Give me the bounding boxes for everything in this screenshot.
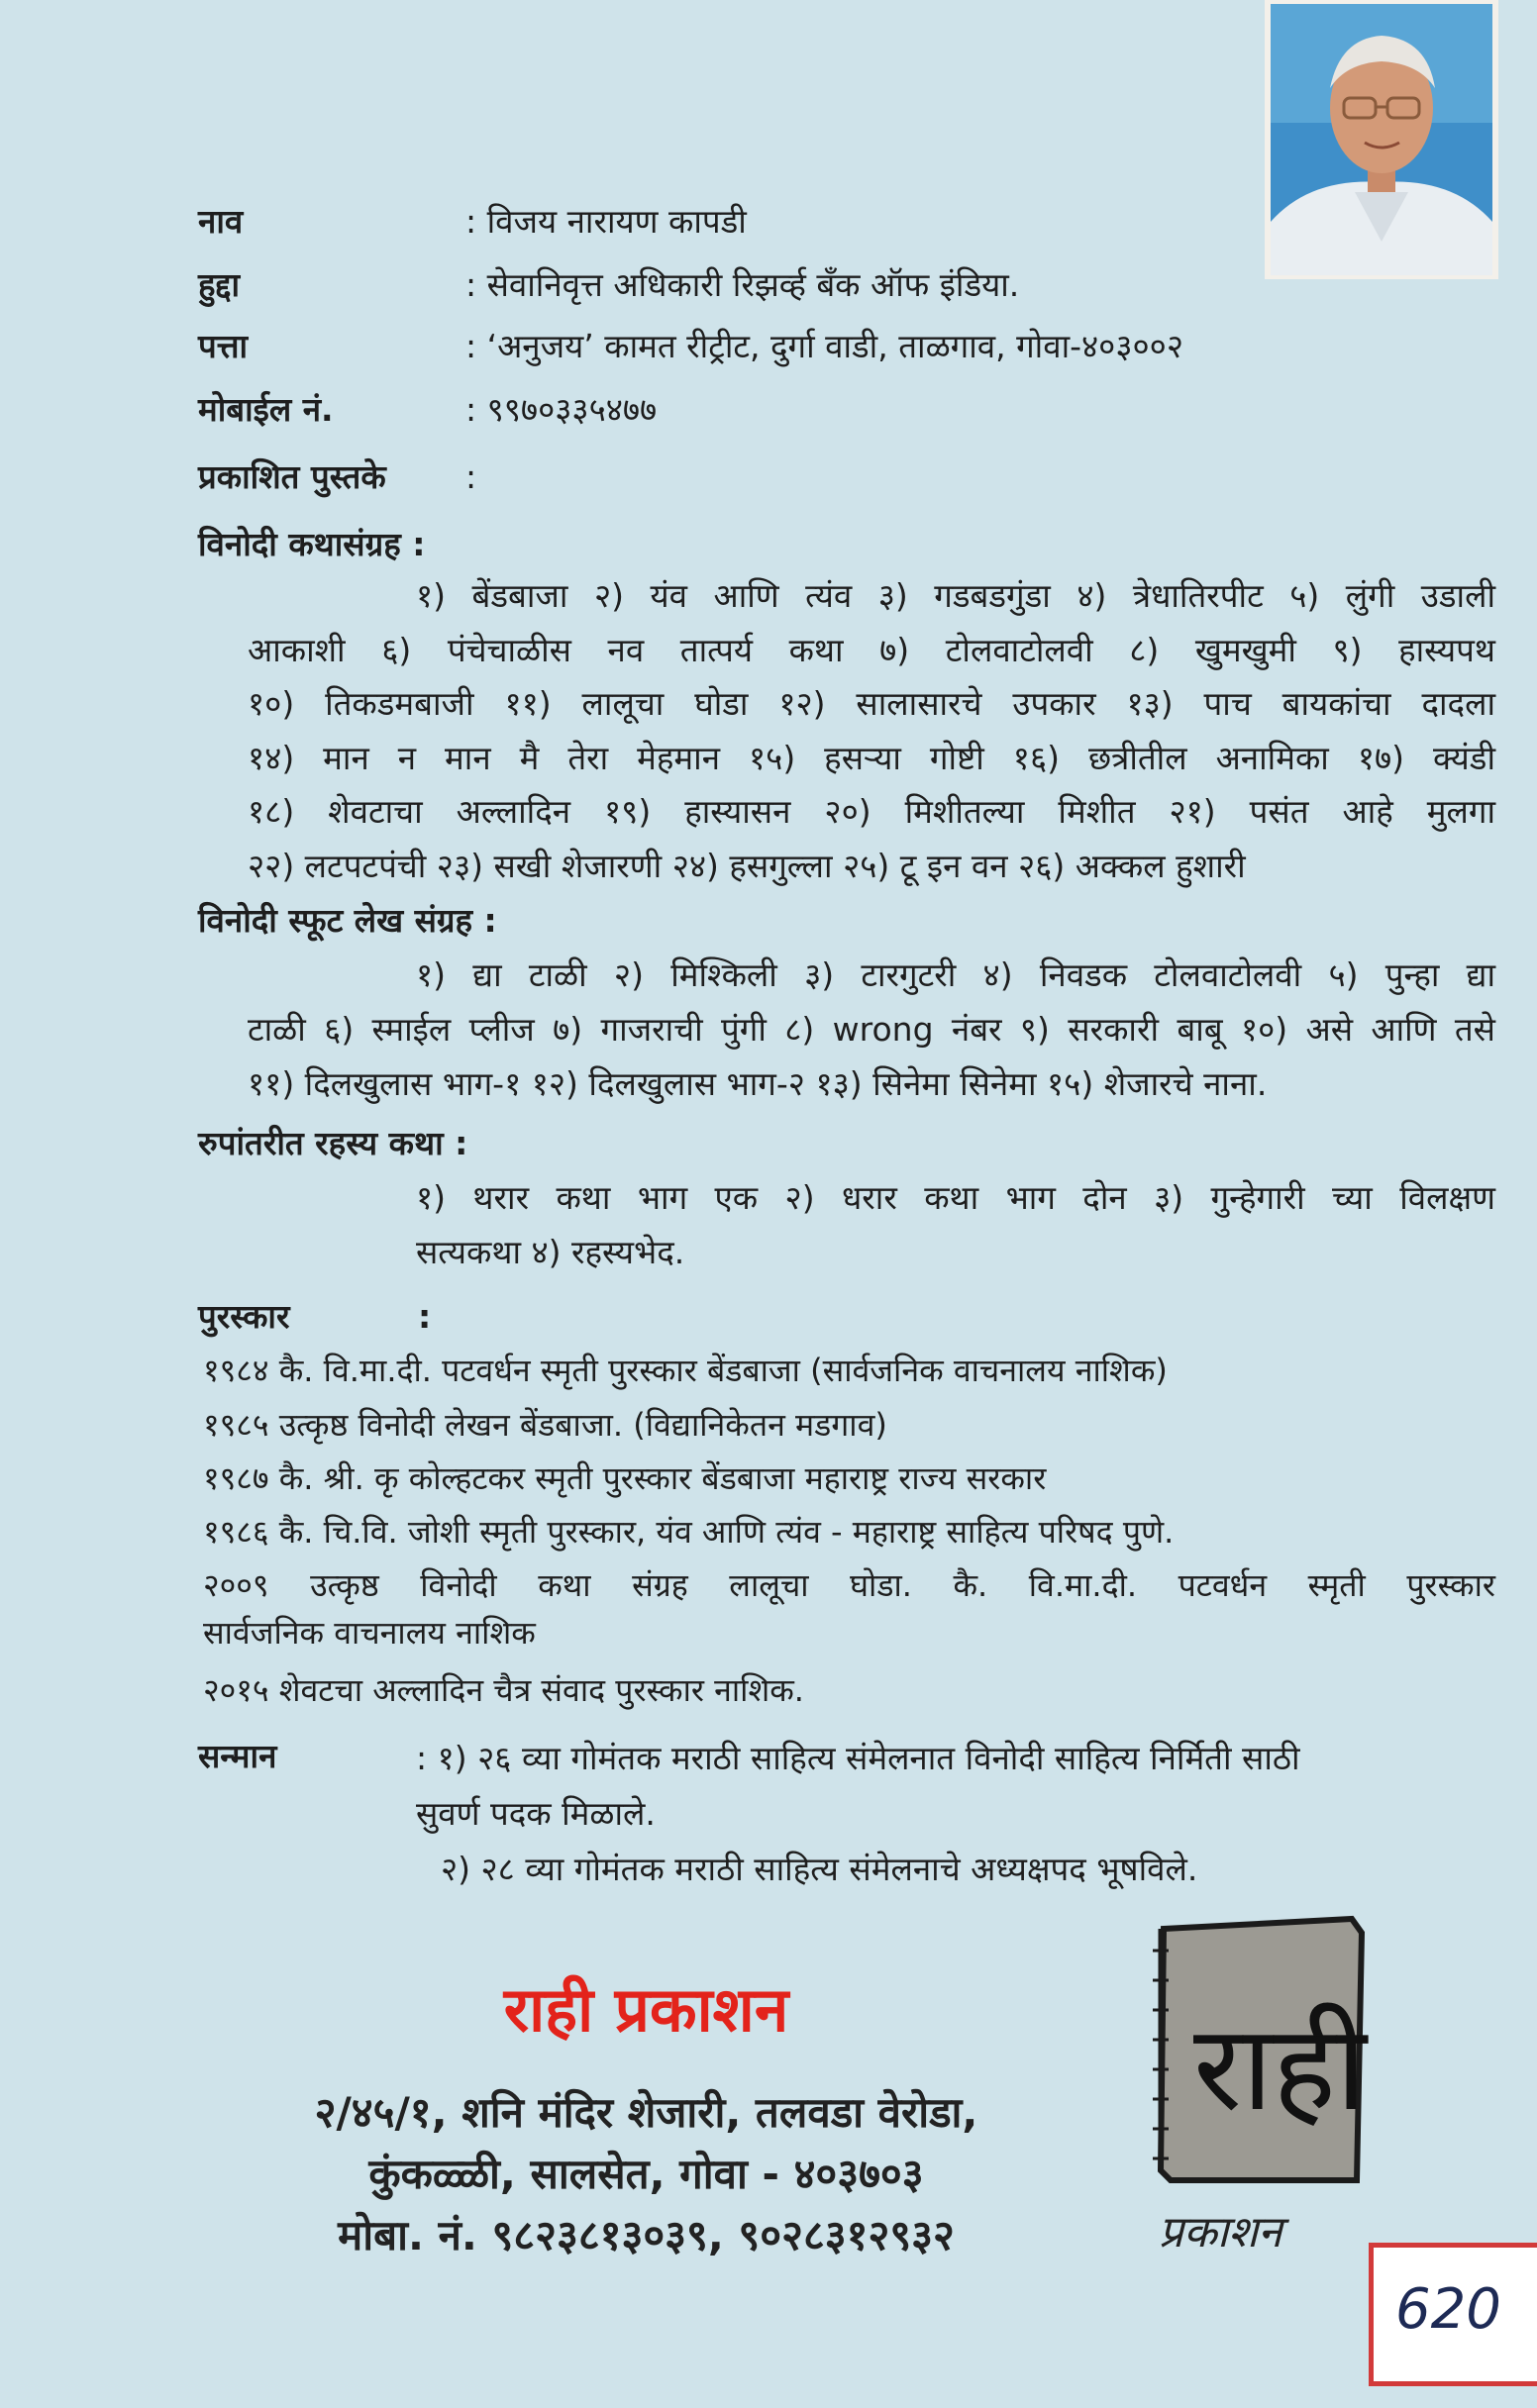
mobile-label: मोबाईल नं. [198, 390, 334, 429]
humor-stories-line: १८) शेवटाचा अल्लादिन १९) हास्यासन २०) मिशीतल्या मिशीत २१) पसंत आहे मुलगा [248, 792, 1495, 831]
humor-essays-line: ११) दिलखुलास भाग-१ १२) दिलखुलास भाग-२ १३) सिनेमा सिनेमा १५) शेजारचे नाना. [248, 1064, 1268, 1103]
books-label: प्रकाशित पुस्तके [198, 457, 386, 496]
award-item: २००९ उत्कृष्ठ विनोदी कथा संग्रह लालूचा घोडा. कै. वि.मा.दी. पटवर्धन स्मृती पुरस्कार [203, 1566, 1495, 1604]
humor-stories-line: १०) तिकडमबाजी ११) लालूचा घोडा १२) सालासारचे उपकार १३) पाच बायकांचा दादला [248, 684, 1495, 723]
humor-essays-heading: विनोदी स्फूट लेख संग्रह : [198, 901, 497, 940]
publisher-name: राही प्रकाशन [503, 1973, 789, 2046]
publisher-phone: मोबा. नं. ९८२३८१३०३९, ९०२८३१२९३२ [338, 2211, 955, 2259]
award-item: सार्वजनिक वाचनालय नाशिक [203, 1614, 536, 1652]
author-address: : ‘अनुजय’ कामत रीट्रीट, दुर्गा वाडी, ताळगाव, गोवा-४०३००२ [465, 325, 1183, 368]
name-label: नाव [198, 202, 244, 241]
logo-text: राही [1193, 2000, 1367, 2138]
author-name: : विजय नारायण कापडी [465, 200, 747, 244]
author-post: : सेवानिवृत्त अधिकारी रिझर्व्ह बँक ऑफ इंडिया. [465, 263, 1019, 307]
humor-stories-line: १४) मान न मान मै तेरा मेहमान १५) हसऱ्या गोष्टी १६) छत्रीतील अनामिका १७) क्यंडी [248, 739, 1495, 777]
humor-stories-heading-text: विनोदी कथासंग्रह [198, 525, 401, 563]
honors-heading [198, 1735, 276, 1778]
honor-line: २) २८ व्या गोमंतक मराठी साहित्य संमेलनाचे अध्यक्षपद भूषविले. [441, 1850, 1198, 1888]
humor-essays-heading-text: विनोदी स्फूट लेख संग्रह [198, 901, 473, 940]
humor-stories-line: २२) लटपटपंची २३) सखी शेजारणी २४) हसगुल्ला २५) टू इन वन २६) अक्कल हुशारी [248, 847, 1246, 885]
mystery-line: १) थरार कथा भाग एक २) धरार कथा भाग दोन ३) गुन्हेगारी च्या विलक्षण [416, 1178, 1495, 1217]
post-label: हुद्दा [198, 265, 241, 304]
humor-stories-line: १) बेंडबाजा २) यंव आणि त्यंव ३) गडबडगुंडा ४) त्रेधातिरपीट ५) लुंगी उडाली [416, 576, 1495, 615]
honors-heading-text: सन्मान [198, 1737, 277, 1775]
address-label: पत्ता [198, 327, 249, 365]
award-item: १९८७ कै. श्री. कृ कोल्हटकर स्मृती पुरस्कार बेंडबाजा महाराष्ट्र राज्य सरकार [203, 1459, 1047, 1497]
awards-heading: पुरस्कार : [198, 1297, 432, 1336]
publisher-address-line2: कुंकळ्ळी, सालसेत, गोवा - ४०३७०३ [368, 2150, 924, 2198]
logo-caption: प्रकाशन [1159, 2207, 1282, 2258]
award-item: १९८४ कै. वि.मा.दी. पटवर्धन स्मृती पुरस्कार बेंडबाजा (सार्वजनिक वाचनालय नाशिक) [203, 1352, 1168, 1389]
stamp-number: 620 [1395, 2277, 1501, 2342]
mystery-line: सत्यकथा ४) रहस्यभेद. [416, 1233, 685, 1271]
humor-stories-line: आकाशी ६) पंचेचाळीस नव तात्पर्य कथा ७) टोलवाटोलवी ८) खुमखुमी ९) हास्यपथ [248, 631, 1495, 669]
award-item: १९८६ कै. चि.वि. जोशी स्मृती पुरस्कार, यंव आणि त्यंव - महाराष्ट्र साहित्य परिषद पुणे. [203, 1513, 1175, 1551]
humor-essays-line: टाळी ६) स्माईल प्लीज ७) गाजराची पुंगी ८) wrong नंबर ९) सरकारी बाबू १०) असे आणि तसे [248, 1010, 1495, 1049]
mystery-heading-text: रुपांतरीत रहस्य कथा [198, 1124, 444, 1162]
award-item: २०१५ शेवटचा अल्लादिन चैत्र संवाद पुरस्कार नाशिक. [203, 1671, 804, 1709]
publisher-address-line1: २/४५/१, शनि मंदिर शेजारी, तलवडा वेरोडा, [314, 2088, 978, 2137]
award-item: १९८५ उत्कृष्ठ विनोदी लेखन बेंडबाजा. (विद्यानिकेतन मडगाव) [203, 1406, 887, 1444]
humor-stories-heading: विनोदी कथासंग्रह : [198, 525, 426, 563]
honor-line: सुवर्ण पदक मिळाले. [416, 1794, 656, 1833]
mystery-heading: रुपांतरीत रहस्य कथा : [198, 1124, 468, 1162]
humor-essays-line: १) द्या टाळी २) मिश्किली ३) टारगुटरी ४) निवडक टोलवाटोलवी ५) पुन्हा द्या [416, 955, 1495, 994]
back-cover: नाव : विजय नारायण कापडी हुद्दा : सेवानिवृत्त अधिकारी रिझर्व्ह बँक ऑफ इंडिया. पत्ता : ‘अनुजय’ कामत रीट्रीट, दुर्गा वाडी, ताळगाव, गोवा-४०३००२ मोबाईल नं. : ९९७०३३५४७७ प्रकाशित पुस्तके : विनोदी कथासंग्रह : १) बेंडबाजा २) यंव आणि त्यंव ३) गडबडगुंडा ४) त्रेधातिरपीट ५) लुंगी उडाली आकाशी ६) पंचेचाळीस नव तात्पर्य कथा ७) टोलवाटोलवी ८) खुमखुमी ९) हास्यपथ १०) तिकडमबाजी ११) लालूचा घोडा १२) सालासारचे उपकार १३) पाच बायकांचा दादला १४) मान न मान मै तेरा मेहमान १५) हसऱ्या गोष्टी १६) छत्रीतील अनामिका १७) क्यंडी १८) शेवटाचा अल्लादिन १९) हास्यासन २०) मिशीतल्या मिशीत २१) पसंत आहे मुलगा २२) लटपटपंची २३) सखी शेजारणी २४) हसगुल्ला २५) टू इन वन २६) अक्कल हुशारी विनोदी स्फूट लेख संग्रह : १) द्या टाळी २) मिश्किली ३) टारगुटरी ४) निवडक टोलवाटोलवी ५) पुन्हा द्या टाळी ६) स्माईल प्लीज ७) गाजराची पुंगी ८) wrong नंबर ९) सरकारी बाबू १०) असे आणि तसे ११) दिलखुलास भाग-१ १२) दिलखुलास भाग-२ १३) सिनेमा सिनेमा १५) शेजारचे नाना. रुपांतरीत रहस्य कथा : १) थरार कथा भाग एक २) धरार कथा भाग दोन ३) गुन्हेगारी च्या विलक्षण सत्यकथा ४) रहस्यभेद. पुरस्कार : १९८४ कै. वि.मा.दी. पटवर्धन स्मृती पुरस्कार बेंडबाजा (सार्वजनिक वाचनालय नाशिक) १९८५ उत्कृष्ठ विनोदी लेखन बेंडबाजा. (विद्यानिकेतन मडगाव) १९८७ कै. श्री. कृ कोल्हटकर स्मृती पुरस्कार बेंडबाजा महाराष्ट्र राज्य सरकार १९८६ कै. चि.वि. जोशी स्मृती पुरस्कार, यंव आणि त्यंव - महाराष्ट्र साहित्य परिषद पुणे. २००९ उत्कृष्ठ विनोदी कथा संग्रह लालूचा घोडा. कै. वि.मा.दी. पटवर्धन स्मृती पुरस्कार सार्वजनिक वाचनालय नाशिक २०१५ शेवटचा अल्लादिन चैत्र संवाद पुरस्कार नाशिक. सन्मान : १) २६ व्या गोमंतक मराठी साहित्य संमेलनात विनोदी साहित्य निर्मिती साठी सुवर्ण पदक मिळाले. २) २८ व्या गोमंतक मराठी साहित्य संमेलनाचे अध्यक्षपद भूषविले. राही प्रकाशन २/४५/१, शनि मंदिर शेजारी, तलवडा वेरोडा, कुंकळ्ळी, सालसेत, गोवा - ४०३७०३ मोबा. नं. ९८२३८१३०३९, ९०२८३१२९३२ राही प्रकाशन 620 [0, 0, 1537, 2408]
author-mobile: : ९९७०३३५४७७ [465, 388, 657, 432]
publisher-logo [1149, 1911, 1377, 2208]
awards-heading-text: पुरस्कार [198, 1297, 290, 1336]
honor-line: : १) २६ व्या गोमंतक मराठी साहित्य संमेलनात विनोदी साहित्य निर्मिती साठी [416, 1739, 1300, 1777]
author-photo [1265, 0, 1498, 279]
inventory-stamp [1369, 2243, 1537, 2386]
